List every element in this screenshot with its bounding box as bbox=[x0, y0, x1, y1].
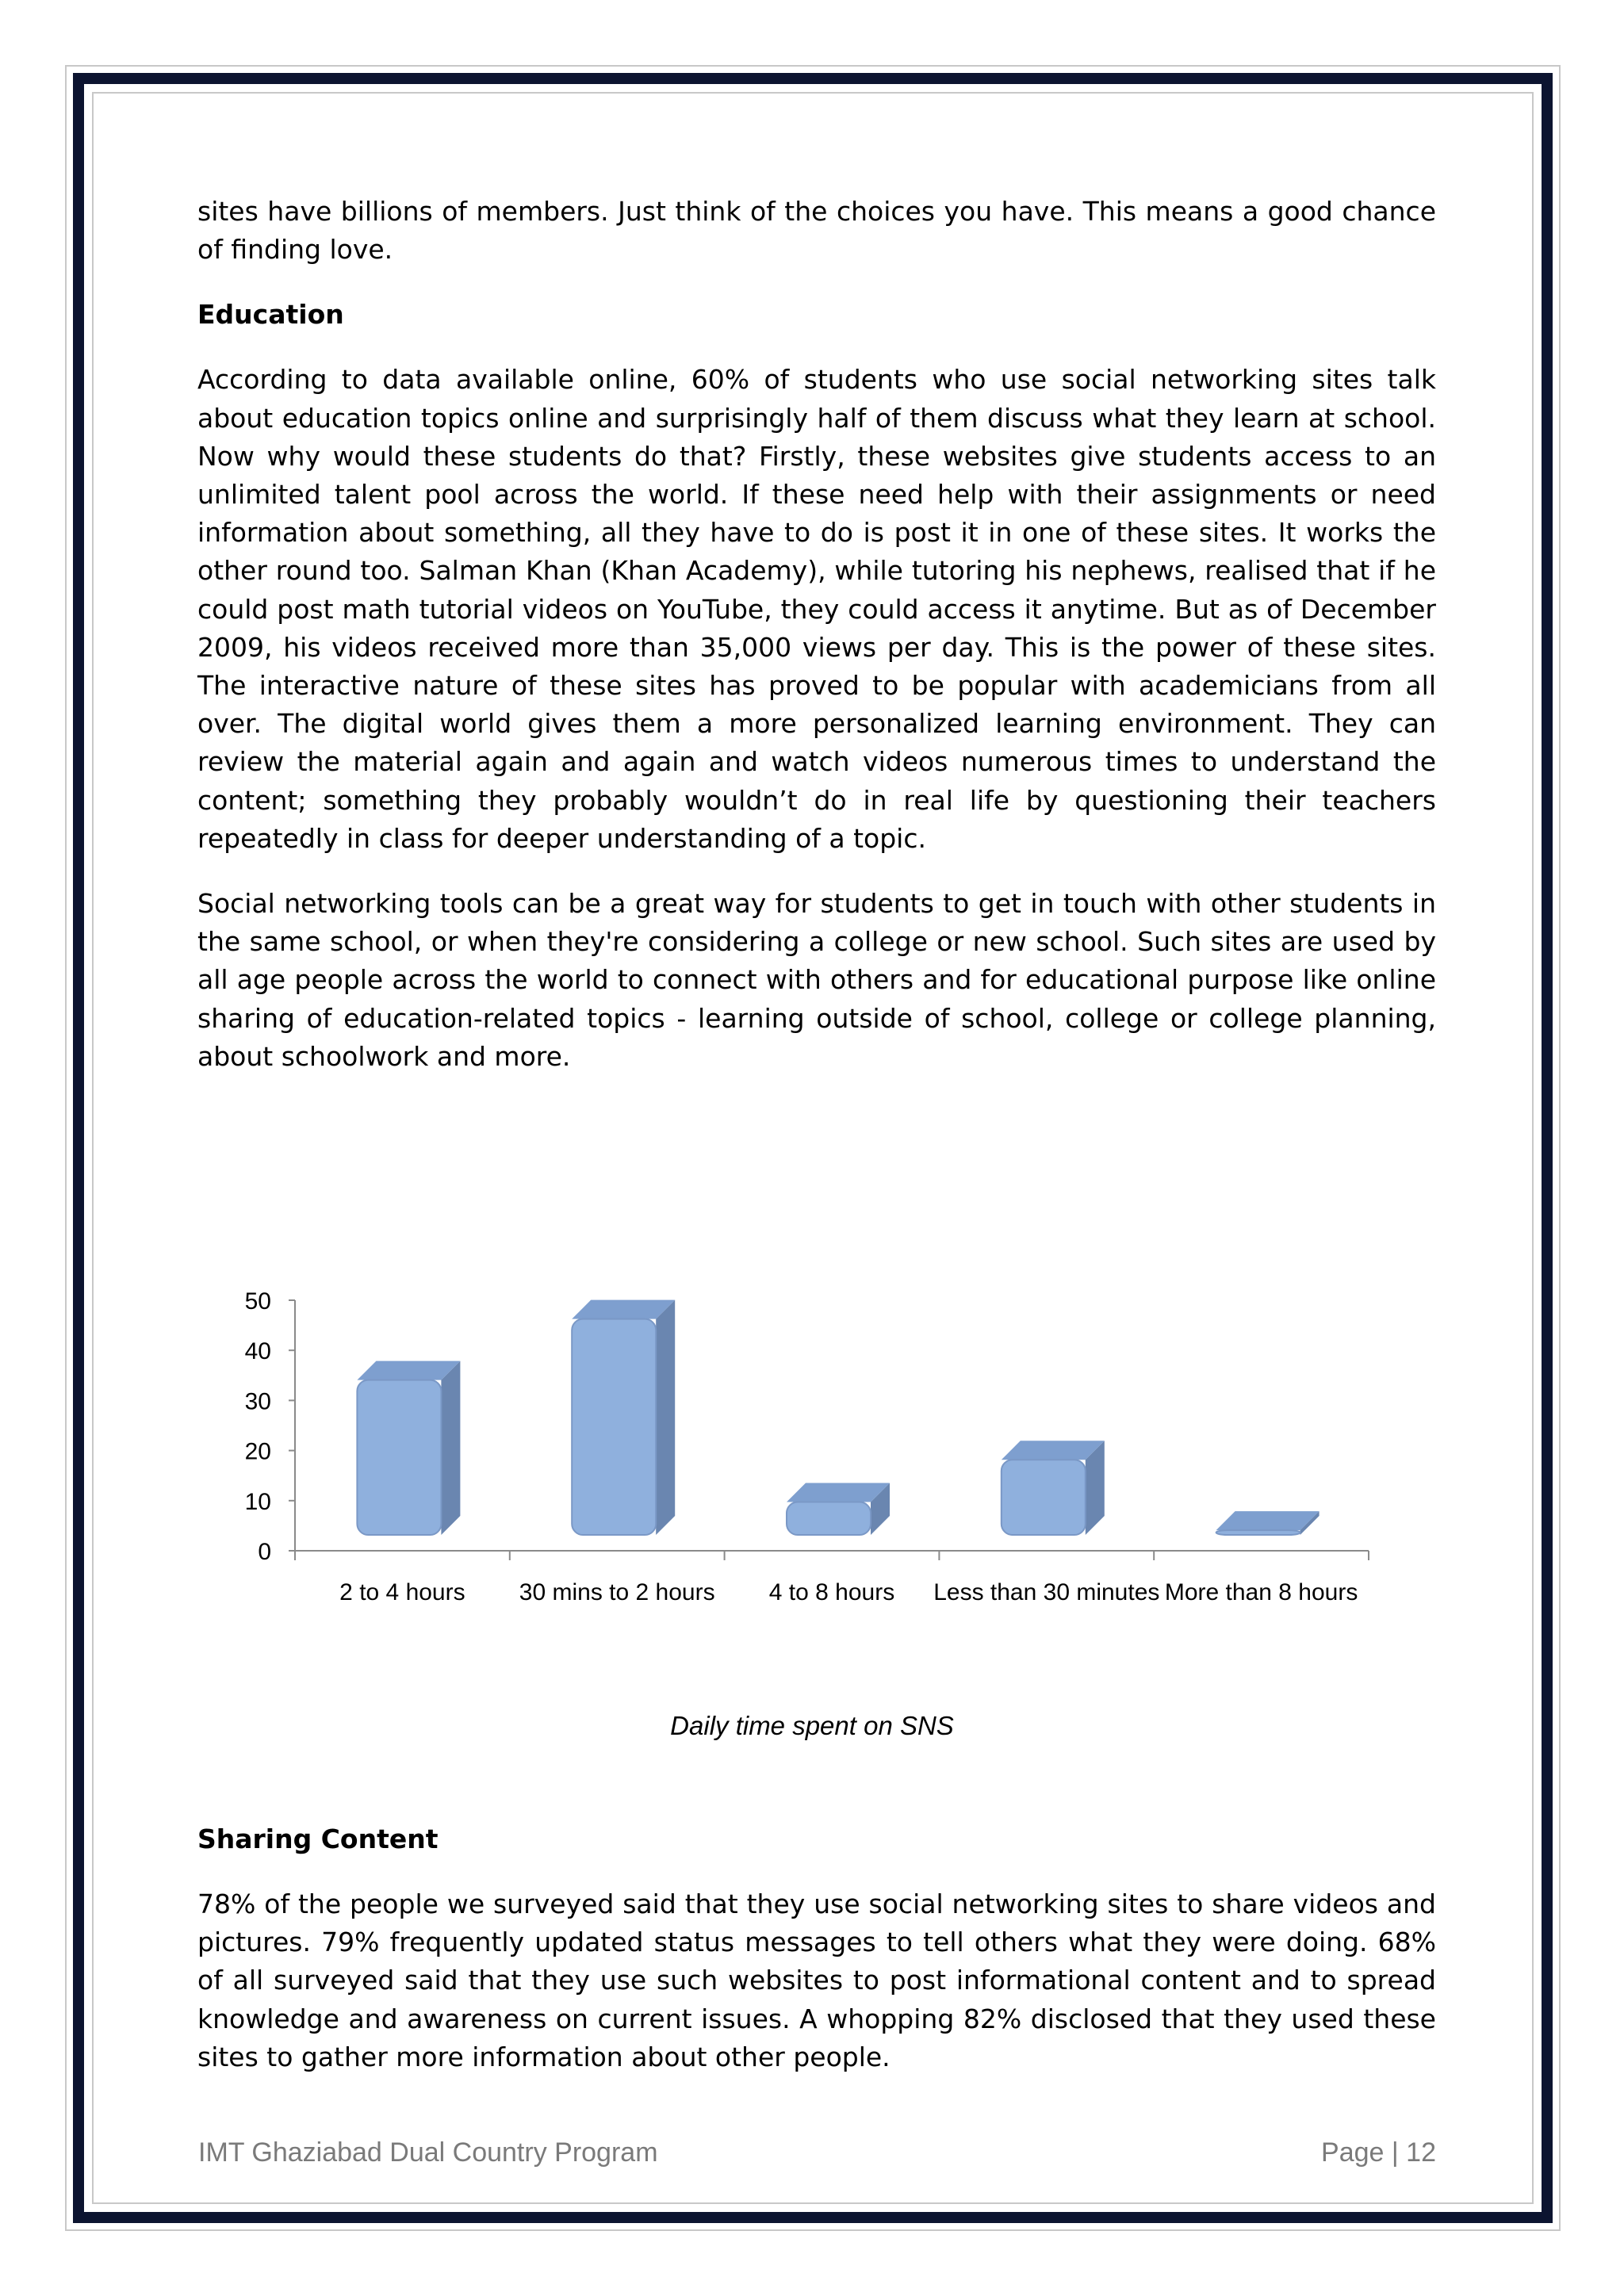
x-tick-label: 4 to 8 hours bbox=[768, 1579, 895, 1605]
x-tick-label: 2 to 4 hours bbox=[339, 1579, 465, 1605]
footer-program-name: IMT Ghaziabad Dual Country Program bbox=[198, 2137, 658, 2168]
bar bbox=[357, 1380, 441, 1535]
bar bbox=[1216, 1530, 1300, 1535]
y-tick-label: 40 bbox=[244, 1338, 271, 1365]
education-paragraph-1: According to data available online, 60% of students who use social networking sites talk about education topics online and surprisingly half of them discuss what they learn at school. Now why would these students do that? Firstly, these websites give students access to an unlimited talent pool across the world. If these need help with their assignments or need information about something, all they have to do is post it in one of these sites. It works the other round too. Salman Khan (Khan Academy), while tutoring his nephews, realised that if he could post math tutorial videos on YouTube, they could access it anytime. But as of December 2009, his videos received more than 35,000 views per day. This is the power of these sites. The interactive nature of these sites has proved to be popular with academicians from all over. The digital world gives them a more personalized learning environment. They can review the material again and again and watch videos numerous times to understand the content; something they probably wouldn’t do in real life by questioning their teachers repeatedly in class for deeper understanding of a topic. bbox=[197, 364, 1436, 854]
chart-caption: Daily time spent on SNS bbox=[670, 1711, 954, 1740]
education-paragraph-2: Social networking tools can be a great way for students to get in touch with other students in the same school, or when they're considering a college or new school. Such sites are used by all age people across the world to connect with others and for educational purpose like online sharing of education-related topics - learning outside of school, college or college planning, about schoolwork and more. bbox=[197, 888, 1436, 1072]
bar bbox=[572, 1319, 656, 1535]
y-tick-label: 10 bbox=[244, 1488, 271, 1515]
sharing-heading: Sharing Content bbox=[197, 1823, 439, 1854]
x-tick-label: Less than 30 minutes bbox=[933, 1579, 1160, 1605]
bar bbox=[787, 1502, 871, 1535]
x-tick-label: 30 mins to 2 hours bbox=[519, 1579, 715, 1605]
sharing-paragraph: 78% of the people we surveyed said that they use social networking sites to share videos and pictures. 79% frequently updated status messages to tell others what they were doing. 68% of all surveyed said that they use such websites to post informational content and to spread knowledge and awareness on current issues. A whopping 82% disclosed that they used these sites to gather more information about other people. bbox=[197, 1888, 1436, 2072]
x-tick-label: More than 8 hours bbox=[1164, 1579, 1358, 1605]
intro-paragraph: sites have billions of members. Just think of the choices you have. This means a good chance of finding love. bbox=[197, 196, 1436, 266]
footer-page-number: Page | 12 bbox=[1321, 2137, 1436, 2168]
bar-side bbox=[656, 1300, 675, 1535]
y-tick-label: 0 bbox=[258, 1539, 271, 1565]
bar-side bbox=[441, 1361, 460, 1535]
bar bbox=[1002, 1460, 1086, 1535]
body-text-bottom bbox=[197, 1820, 1436, 2103]
y-tick-label: 20 bbox=[244, 1438, 271, 1465]
y-tick-label: 30 bbox=[244, 1388, 271, 1415]
y-tick-label: 50 bbox=[244, 1288, 271, 1314]
education-heading: Education bbox=[197, 299, 344, 331]
